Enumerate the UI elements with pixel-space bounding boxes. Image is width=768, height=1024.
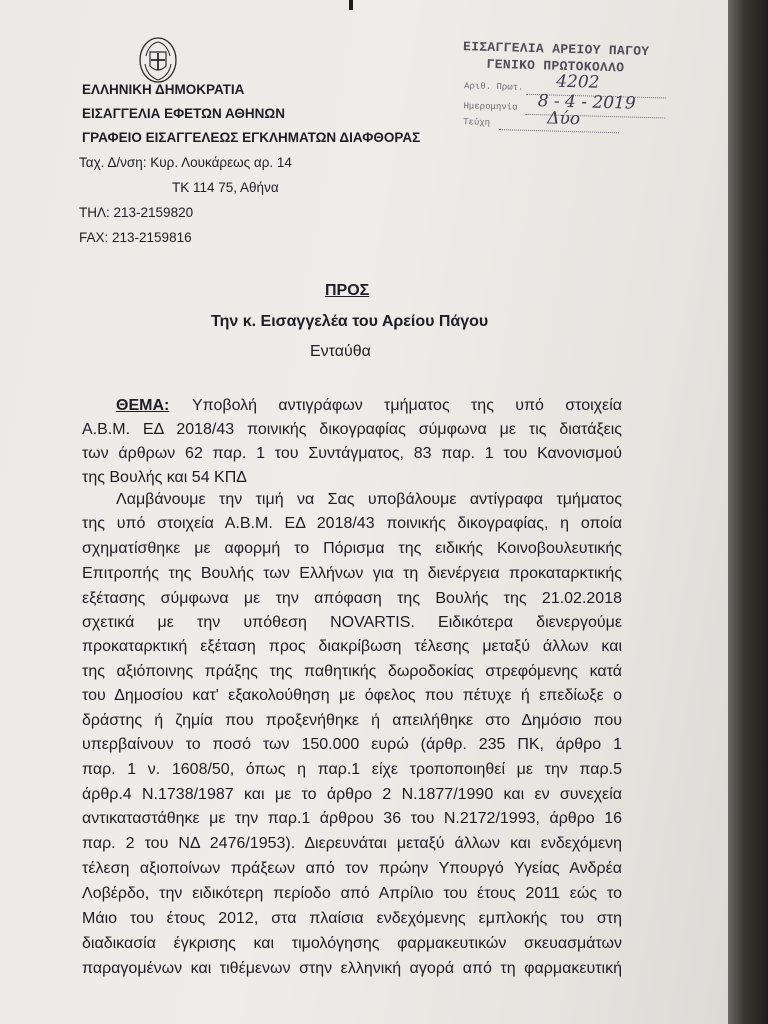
body-line: τέλεση αξιοποίνων πράξεων από τον πρώην Υπουργό Υγείας Ανδρέα — [82, 860, 622, 877]
subject-label: ΘΕΜΑ: — [116, 397, 170, 414]
body-line: εξέτασης σύμφωνα με την απόφαση της Βουλής της 21.02.2018 — [82, 590, 622, 607]
phone-number: ΤΗΛ: 213-2159820 — [79, 205, 194, 220]
stamp-attachments-value: Δύο — [546, 108, 581, 130]
stamp-title-1: ΕΙΣΑΓΓΕΛΙΑ ΑΡΕΙΟΥ ΠΑΓΟΥ — [462, 39, 650, 60]
stamp-attachments-line — [499, 129, 619, 133]
body-line: άρθρ.4 Ν.1738/1987 και με το άρθρο 2 Ν.1877/1990 και εν συνεχεία — [82, 786, 622, 803]
corruption-office: ΓΡΑΦΕΙΟ ΕΙΣΑΓΓΕΛΕΩΣ ΕΓΚΛΗΜΑΤΩΝ ΔΙΑΦΘΟΡΑΣ — [82, 130, 421, 145]
address-line-1: Ταχ. Δ/νση: Κυρ. Λουκάρεως αρ. 14 — [79, 155, 292, 170]
org-name: ΕΛΛΗΝΙΚΗ ΔΗΜΟΚΡΑΤΙΑ — [82, 82, 245, 97]
greek-coat-of-arms-icon — [137, 34, 179, 84]
body-line: Λαμβάνουμε την τιμή να Σας υποβάλουμε αντίγραφα τμήματος — [116, 491, 622, 508]
stamp-title-2: ΓΕΝΙΚΟ ΠΡΩΤΟΚΟΛΛΟ — [486, 56, 625, 76]
body-line: σχετικά με την υπόθεση NOVARTIS. Ειδικότερα διενεργούμε — [82, 614, 622, 631]
body-line: προκαταρκτική εξέταση προς διακρίβωση τέλεσης μεταξύ άλλων και — [82, 638, 622, 655]
body-line: αντικαταστάθηκε με την παρ.1 άρθρου 36 του Ν.2172/1993, άρθρο 16 — [82, 810, 622, 827]
body-line: της υπό στοιχεία Α.Β.Μ. ΕΔ 2018/43 ποινικής δικογραφίας, η οποία — [82, 515, 622, 532]
body-line: της αξιόποινης πράξης της παθητικής δωροδοκίας στρεφόμενης κατά — [82, 663, 622, 680]
body-line: σχηματίσθηκε με αφορμή το Πόρισμα της ειδικής Κοινοβουλευτικής — [82, 540, 622, 557]
subject-line-1: Υποβολή αντιγράφων τμήματος της υπό στοιχεία — [192, 397, 622, 414]
fax-number: FAX: 213-2159816 — [79, 230, 192, 245]
stamp-date-value: 8 - 4 - 2019 — [537, 91, 636, 114]
body-line: παραγομένων και τιθέμενων στην ελληνική αγορά από τη φαρμακευτική — [82, 960, 622, 977]
body-line: Μάιο του έτους 2012, στα πλαίσια ενδεχόμενης εμπλοκής του στη — [82, 910, 622, 927]
stamp-attachments-label: Τεύχη — [462, 117, 491, 128]
background-shadow — [728, 0, 768, 1024]
registry-stamp — [455, 39, 687, 141]
stamp-number-value: 4202 — [555, 71, 600, 93]
subject-line-4: της Βουλής και 54 ΚΠΔ — [82, 469, 247, 486]
recipient-place: Ενταύθα — [310, 343, 371, 360]
body-line: του Δημοσίου κατ' εξακολούθηση με όφελος που πέτυχε ή επεδίωξε ο — [82, 687, 622, 704]
body-line: δράστης ή ζημία που προξενήθηκε ή απειλήθηκε στο Δημόσιο που — [82, 712, 622, 729]
body-line: Επιτροπής της Βουλής των Ελλήνων για τη διενέργεια προκαταρκτικής — [82, 565, 622, 582]
body-line: διαδικασία έγκρισης και τιμολόγησης φαρμακευτικών σκευασμάτων — [82, 935, 622, 952]
body-line: παρ. 2 του ΝΔ 2476/1953). Διερευνάται μεταξύ άλλων και ενδεχόμενη — [82, 835, 622, 852]
body-line: Λοβέρδο, την ειδικότερη περίοδο από Απρίλιο του έτους 2011 εώς το — [82, 885, 622, 902]
body-line: παρ. 1 ν. 1608/50, όπως η παρ.1 είχε τροποποιηθεί με την παρ.5 — [82, 761, 622, 778]
to-label: ΠΡΟΣ — [325, 282, 370, 299]
subject-line-3: των άρθρων 62 παρ. 1 του Συντάγματος, 83 παρ. 1 του Κανονισμού — [82, 445, 622, 462]
address-line-2: ΤΚ 114 75, Αθήνα — [172, 180, 279, 195]
prosecutor-office: ΕΙΣΑΓΓΕΛΙΑ ΕΦΕΤΩΝ ΑΘΗΝΩΝ — [82, 106, 285, 121]
paper-mark — [349, 0, 353, 10]
body-line: υπερβαίνουν το ποσό των 150.000 ευρώ (άρθρ. 235 ΠΚ, άρθρο 1 — [82, 736, 622, 753]
stamp-number-label: Αριθ. Πρωτ. — [463, 81, 524, 93]
stamp-date-label: Ημερομηνία — [463, 101, 518, 113]
recipient: Την κ. Εισαγγελέα του Αρείου Πάγου — [211, 313, 489, 330]
subject-line-2: Α.Β.Μ. ΕΔ 2018/43 ποινικής δικογραφίας σύμφωνα με τις διατάξεις — [82, 421, 622, 438]
subject-line-1-row — [116, 397, 622, 415]
